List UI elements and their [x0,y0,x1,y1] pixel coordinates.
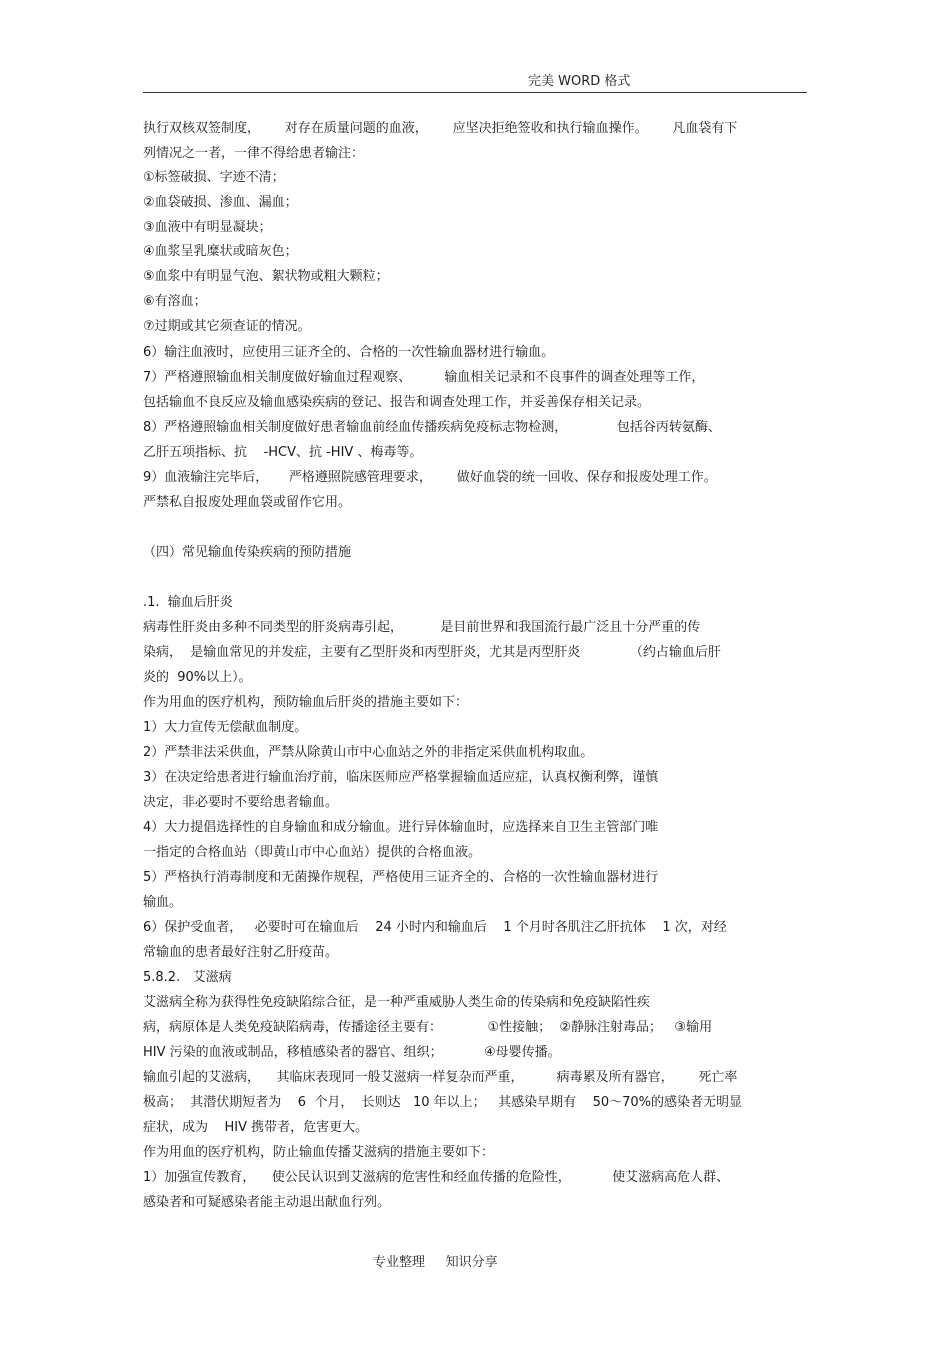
text-line: 4）大力提倡选择性的自身输血和成分输血。进行异体输血时，应选择来自卫生主管部门唯 [143,820,659,835]
text-line: 艾滋病全称为获得性免疫缺陷综合征，是一种严重威胁人类生命的传染病和免疫缺陷性疾 [143,995,651,1010]
text-line: 病毒性肝炎由多种不同类型的肝炎病毒引起， 是目前世界和我国流行最广泛且十分严重的传 [143,620,701,635]
text-line: 6）输注血液时，应使用三证齐全的、合格的一次性输血器材进行输血。 [143,345,555,360]
text-line: 8）严格遵照输血相关制度做好患者输血前经血传播疾病免疫标志物检测， 包括谷丙转氨酶、 [143,420,721,435]
page-footer-text: 专业整理 知识分享 [373,1255,498,1270]
text-line: 1）大力宣传无偿献血制度。 [143,720,308,735]
text-line: ①标签破损、字迹不清； [143,170,285,185]
text-line: 常输血的患者最好注射乙肝疫苗。 [143,945,339,960]
text-line: HIV 污染的血液或制品，移植感染者的器官、组织； ④母婴传播。 [143,1045,561,1060]
text-line: 列情况之一者，一律不得给患者输注： [143,146,365,161]
text-line: ⑥有溶血； [143,294,207,309]
text-line: 一指定的合格血站（即黄山市中心血站）提供的合格血液。 [143,845,482,860]
text-line: 9）血液输注完毕后， 严格遵照院感管理要求， 做好血袋的统一回收、保存和报废处理工作。 [143,470,717,485]
text-line: 严禁私自报废处理血袋或留作它用。 [143,495,352,510]
subsection-heading: 5.8.2. 艾滋病 [143,970,232,985]
text-line: 执行双核双签制度， 对存在质量问题的血液， 应坚决拒绝签收和执行输血操作。 凡血袋有下 [143,121,738,136]
text-line: ②血袋破损、渗血、漏血； [143,195,298,210]
text-line: ⑦过期或其它须查证的情况。 [143,319,311,334]
text-line: 炎的 90%以上）。 [143,670,252,685]
subsection-heading: .1. 输血后肝炎 [143,595,233,610]
section-heading: （四）常见输血传染疾病的预防措施 [143,545,352,560]
text-line: 6）保护受血者， 必要时可在输血后 24 小时内和输血后 1 个月时各肌注乙肝抗体 1 次，对经 [143,920,727,935]
text-line: ④血浆呈乳糜状或暗灰色； [143,244,298,259]
text-line: 1）加强宣传教育， 使公民认识到艾滋病的危害性和经血传播的危险性， 使艾滋病高危人群、 [143,1170,730,1185]
text-line: 输血引起的艾滋病， 其临床表现同一般艾滋病一样复杂而严重， 病毒累及所有器官， 死亡率 [143,1070,738,1085]
text-line: 3）在决定给患者进行输血治疗前，临床医师应严格掌握输血适应症，认真权衡利弊，谨慎 [143,770,659,785]
text-line: 病，病原体是人类免疫缺陷病毒，传播途径主要有： ①性接触； ②静脉注射毒品； ③输用 [143,1020,713,1035]
text-line: 包括输血不良反应及输血感染疾病的登记、报告和调查处理工作，并妥善保存相关记录。 [143,395,651,410]
text-line: 染病， 是输血常见的并发症，主要有乙型肝炎和丙型肝炎，尤其是丙型肝炎 （约占输血后肝 [143,645,721,660]
text-line: 决定，非必要时不要给患者输血。 [143,795,339,810]
text-line: 作为用血的医疗机构，防止输血传播艾滋病的措施主要如下： [143,1145,495,1160]
text-line: 7）严格遵照输血相关制度做好输血过程观察、 输血相关记录和不良事件的调查处理等工作， [143,370,705,385]
text-line: ⑤血浆中有明显气泡、絮状物或粗大颗粒； [143,269,389,284]
text-line: ③血液中有明显凝块； [143,220,272,235]
text-line: 2）严禁非法采供血，严禁从除黄山市中心血站之外的非指定采供血机构取血。 [143,745,594,760]
text-line: 乙肝五项指标、抗 -HCV、抗 -HIV 、梅毒等。 [143,445,423,460]
text-line: 症状，成为 HIV 携带者，危害更大。 [143,1120,369,1135]
text-line: 5）严格执行消毒制度和无菌操作规程，严格使用三证齐全的、合格的一次性输血器材进行 [143,870,659,885]
text-line: 极高； 其潜伏期短者为 6 个月， 长则达 10 年以上； 其感染早期有 50～70%的感染者无明显 [143,1095,743,1110]
text-line: 输血。 [143,895,183,910]
header-rule [143,92,807,93]
page-header-text: 完美 WORD 格式 [528,74,631,89]
text-line: 感染者和可疑感染者能主动退出献血行列。 [143,1195,391,1210]
text-line: 作为用血的医疗机构，预防输血后肝炎的措施主要如下： [143,695,469,710]
